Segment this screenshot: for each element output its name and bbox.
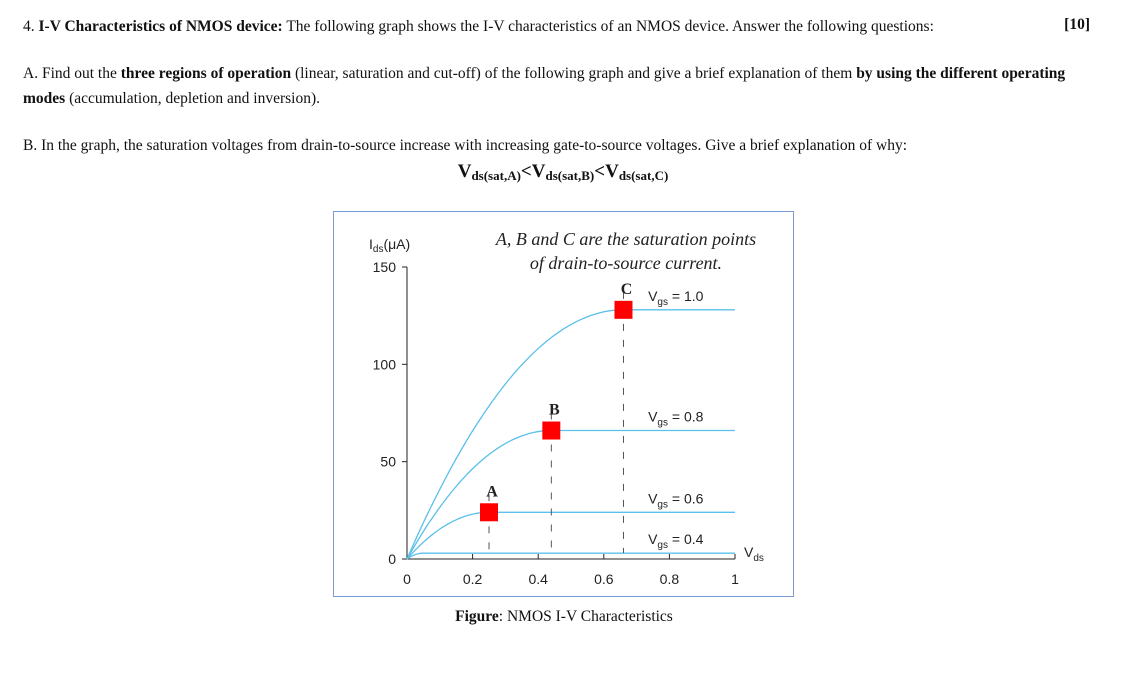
formula-lt2: <	[594, 161, 606, 182]
saturation-point-label: C	[620, 280, 633, 298]
part-a-bold-2: by using the different operating	[856, 65, 1066, 82]
iv-chart	[334, 212, 795, 598]
series-label: $V_{gs} = 1.0$	[648, 287, 704, 308]
question-intro: The following graph shows the I-V characteristics of an NMOS device. Answer the following questions:	[282, 18, 934, 35]
saturation-marker	[542, 422, 560, 440]
part-b-text: B. In the graph, the saturation voltages from drain-to-source increase with increasing gate-to-source voltages. Give a brief explanation of why:	[23, 137, 908, 154]
series-label: $V_{gs} = 0.8$	[648, 408, 704, 429]
question-number: 4.	[23, 18, 35, 35]
saturation-marker	[614, 301, 632, 319]
figure-caption	[0, 608, 1126, 626]
part-a-bold-3: modes	[23, 90, 66, 107]
saturation-point-label: B	[548, 401, 560, 419]
part-a-line-2	[23, 88, 320, 110]
saturation-marker	[480, 503, 498, 521]
formula-sub1: ds(sat,A)	[471, 168, 521, 183]
x-tick-label: 0.2	[462, 571, 483, 587]
part-a-text-1: A. Find out the	[23, 65, 121, 82]
question-heading: I-V Characteristics of NMOS device:	[38, 18, 283, 35]
x-tick-label: 0.8	[659, 571, 680, 587]
iv-curve-line	[407, 310, 735, 559]
x-tick-label: 1	[731, 571, 739, 587]
annotation-line-1: A, B and C are the saturation points	[495, 229, 757, 249]
series-label: $V_{gs} = 0.4$	[648, 531, 704, 552]
part-a-text-3: (accumulation, depletion and inversion).	[65, 90, 321, 107]
part-a-text-2: (linear, saturation and cut-off) of the following graph and give a brief explanation of them	[291, 65, 857, 82]
y-tick-label: 150	[372, 259, 396, 275]
formula-v3: V	[605, 161, 619, 182]
iv-curve-line	[407, 553, 735, 559]
formula-sub2: ds(sat,B)	[545, 168, 595, 183]
figure-box	[333, 211, 794, 597]
formula-lt1: <	[520, 161, 532, 182]
x-axis-label: $V_{ds}$	[744, 544, 764, 564]
annotation-line-2: of drain-to-source current.	[529, 253, 723, 273]
part-a-line-1	[23, 63, 1065, 85]
series-label: $V_{gs} = 0.6$	[648, 490, 704, 511]
caption-label: Figure	[455, 608, 499, 625]
y-tick-label: 0	[388, 551, 396, 567]
formula-sub3: ds(sat,C)	[618, 168, 669, 183]
formula-v1: V	[457, 161, 472, 182]
question-title	[23, 16, 934, 38]
x-tick-label: 0	[403, 571, 411, 587]
part-a-bold-1: three regions of operation	[120, 65, 292, 82]
x-tick-label: 0.6	[594, 571, 614, 587]
caption-text: : NMOS I-V Characteristics	[498, 608, 673, 625]
y-axis-label: $I_{ds}(\mu A)$	[369, 236, 411, 255]
saturation-formula	[0, 161, 1126, 184]
y-tick-label: 50	[380, 453, 396, 470]
y-tick-label: 100	[372, 356, 396, 373]
saturation-point-label: A	[486, 483, 498, 501]
formula-v2: V	[531, 161, 546, 182]
x-tick-label: 0.4	[528, 571, 548, 587]
question-marks: [10]	[1064, 16, 1090, 33]
